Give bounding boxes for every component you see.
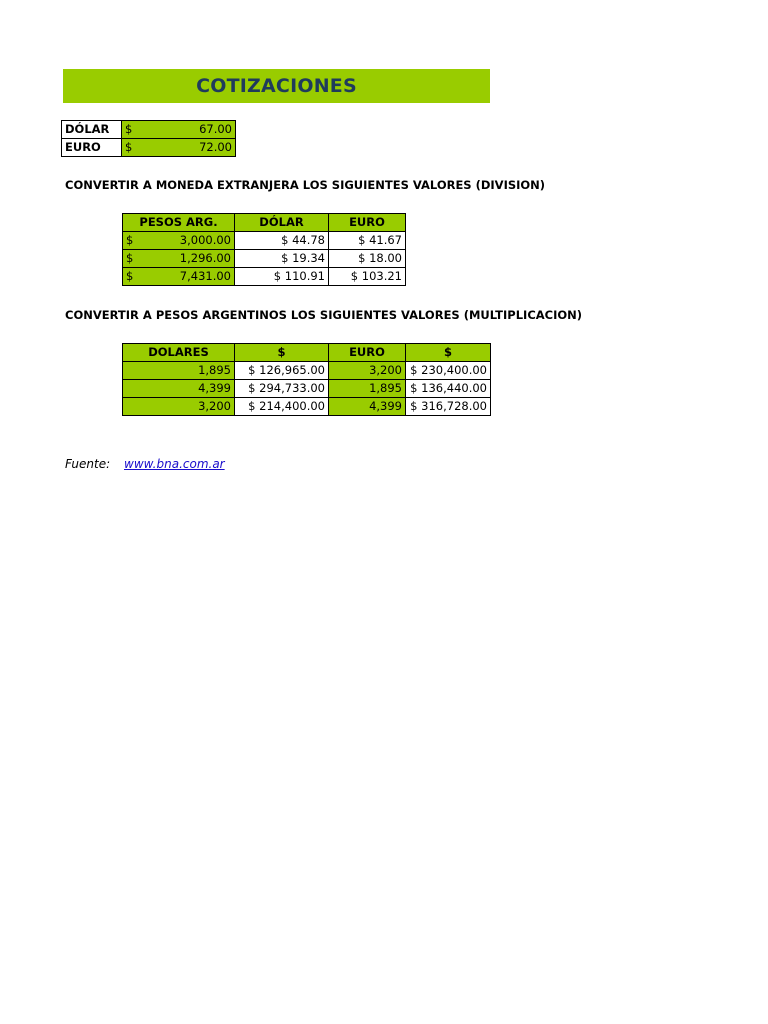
table-row	[123, 268, 406, 286]
dolar-cell[interactable]: $ 44.78	[235, 232, 329, 250]
rate-value-cell[interactable]	[122, 121, 236, 139]
division-table	[122, 213, 406, 286]
header-euro: EURO	[329, 214, 406, 232]
table-row	[123, 398, 491, 416]
pesos-dolares-cell[interactable]: $ 214,400.00	[235, 398, 329, 416]
pesos-dolares-cell[interactable]: $ 294,733.00	[235, 380, 329, 398]
page-title: COTIZACIONES	[196, 75, 357, 97]
dolar-cell[interactable]: $ 19.34	[235, 250, 329, 268]
title-banner	[63, 69, 490, 103]
header-pesos-euro: $	[406, 344, 491, 362]
source-link[interactable]: www.bna.com.ar	[124, 457, 225, 471]
header-dolar: DÓLAR	[235, 214, 329, 232]
rate-value: 72.00	[199, 140, 232, 154]
euro-cell[interactable]: $ 41.67	[329, 232, 406, 250]
dolar-cell[interactable]: $ 110.91	[235, 268, 329, 286]
table-header-row	[123, 214, 406, 232]
table-row	[123, 380, 491, 398]
currency-symbol: $	[125, 122, 133, 136]
table-row	[123, 250, 406, 268]
euro-cell[interactable]: $ 103.21	[329, 268, 406, 286]
currency-symbol: $	[126, 269, 134, 283]
table-row	[123, 362, 491, 380]
currency-symbol: $	[125, 140, 133, 154]
rate-label: DÓLAR	[62, 121, 122, 139]
section2-heading: CONVERTIR A PESOS ARGENTINOS LOS SIGUIENTES VALORES (MULTIPLICACION)	[65, 308, 583, 322]
currency-symbol: $	[126, 251, 134, 265]
header-pesos: PESOS ARG.	[123, 214, 235, 232]
rates-table	[61, 120, 236, 157]
euro-cell[interactable]: 3,200	[329, 362, 406, 380]
currency-symbol: $	[126, 233, 134, 247]
header-euro: EURO	[329, 344, 406, 362]
multiplication-table	[122, 343, 491, 416]
pesos-cell[interactable]	[123, 268, 235, 286]
dolares-cell[interactable]: 4,399	[123, 380, 235, 398]
pesos-value: 3,000.00	[179, 233, 231, 247]
pesos-cell[interactable]	[123, 250, 235, 268]
pesos-value: 7,431.00	[179, 269, 231, 283]
pesos-euro-cell[interactable]: $ 316,728.00	[406, 398, 491, 416]
header-dolares: DOLARES	[123, 344, 235, 362]
euro-cell[interactable]: 1,895	[329, 380, 406, 398]
euro-cell[interactable]: 4,399	[329, 398, 406, 416]
dolares-cell[interactable]: 1,895	[123, 362, 235, 380]
table-header-row	[123, 344, 491, 362]
pesos-euro-cell[interactable]: $ 136,440.00	[406, 380, 491, 398]
section1-heading: CONVERTIR A MONEDA EXTRANJERA LOS SIGUIENTES VALORES (DIVISION)	[65, 178, 546, 192]
pesos-value: 1,296.00	[179, 251, 231, 265]
pesos-dolares-cell[interactable]: $ 126,965.00	[235, 362, 329, 380]
dolares-cell[interactable]: 3,200	[123, 398, 235, 416]
rate-row-dolar	[62, 121, 236, 139]
source-label: Fuente:	[65, 457, 111, 471]
euro-cell[interactable]: $ 18.00	[329, 250, 406, 268]
pesos-cell[interactable]	[123, 232, 235, 250]
table-row	[123, 232, 406, 250]
pesos-euro-cell[interactable]: $ 230,400.00	[406, 362, 491, 380]
rate-label: EURO	[62, 139, 122, 157]
header-pesos-dolares: $	[235, 344, 329, 362]
rate-value-cell[interactable]	[122, 139, 236, 157]
rate-row-euro	[62, 139, 236, 157]
rate-value: 67.00	[199, 122, 232, 136]
